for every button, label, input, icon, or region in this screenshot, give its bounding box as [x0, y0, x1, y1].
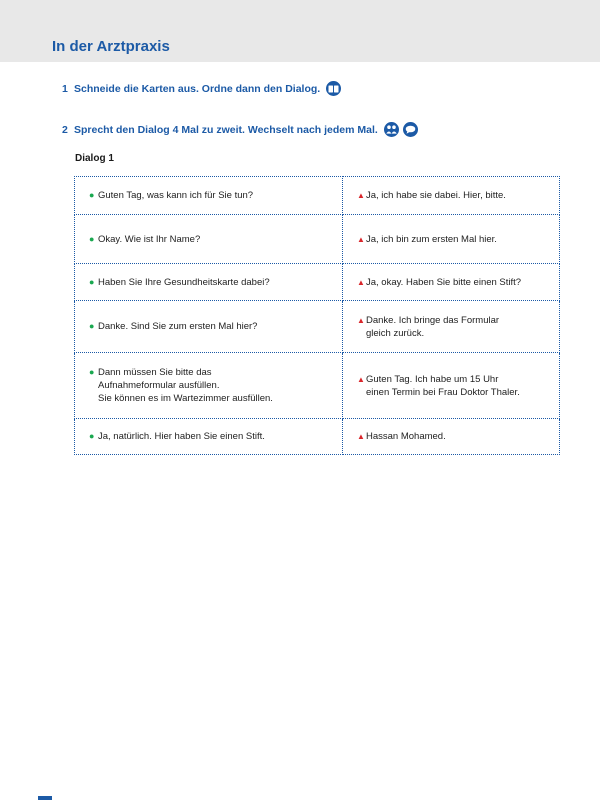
dialog-cards-table [74, 176, 560, 455]
table-row [75, 177, 560, 215]
table-row [75, 301, 560, 353]
red-triangle-icon: ▲ [357, 191, 365, 200]
card-speaker-a[interactable] [75, 353, 343, 419]
card-text: Dann müssen Sie bitte das Aufnahmeformular ausfüllen. Sie können es im Wartezimmer ausfüllen. [98, 367, 273, 404]
task-number: 1 [62, 82, 68, 95]
card-text: Ja, ich habe sie dabei. Hier, bitte. [366, 190, 506, 201]
page-title: In der Arztpraxis [52, 38, 170, 55]
cards-icon [326, 81, 341, 96]
dialog-label: Dialog 1 [75, 153, 114, 164]
card-text: Danke. Sind Sie zum ersten Mal hier? [98, 321, 258, 332]
page-number-mark [38, 796, 52, 800]
card-speaker-b[interactable] [343, 301, 560, 353]
card-text: Okay. Wie ist Ihr Name? [98, 233, 201, 245]
card-text: Ja, ich bin zum ersten Mal hier. [366, 233, 497, 245]
red-triangle-icon: ▲ [357, 234, 365, 244]
red-triangle-icon: ▲ [357, 315, 365, 325]
card-speaker-b[interactable] [343, 353, 560, 419]
task-instruction: Sprecht den Dialog 4 Mal zu zweit. Wechselt nach jedem Mal. [74, 123, 378, 136]
card-text: Guten Tag, was kann ich für Sie tun? [98, 190, 254, 201]
green-dot-icon: ● [89, 321, 95, 331]
card-speaker-a[interactable] [75, 301, 343, 353]
card-speaker-a[interactable] [75, 419, 343, 455]
pair-work-icon [384, 122, 399, 137]
green-dot-icon: ● [89, 276, 95, 287]
table-row [75, 353, 560, 419]
card-text: Guten Tag. Ich habe um 15 Uhr einen Termin bei Frau Doktor Thaler. [366, 373, 520, 398]
card-speaker-b[interactable] [343, 264, 560, 301]
card-text: Ja, okay. Haben Sie bitte einen Stift? [366, 276, 522, 288]
green-dot-icon: ● [89, 190, 95, 200]
red-triangle-icon: ▲ [357, 432, 365, 441]
card-text: Haben Sie Ihre Gesundheitskarte dabei? [98, 276, 270, 288]
green-dot-icon: ● [89, 233, 95, 244]
card-speaker-b[interactable] [343, 215, 560, 264]
card-text: Ja, natürlich. Hier haben Sie einen Stift. [98, 431, 265, 442]
task-instruction: Schneide die Karten aus. Ordne dann den Dialog. [74, 82, 321, 95]
table-row [75, 264, 560, 301]
card-speaker-b[interactable] [343, 177, 560, 215]
card-speaker-a[interactable] [75, 215, 343, 264]
card-text: Danke. Ich bringe das Formular gleich zurück. [366, 314, 500, 339]
task-1 [62, 81, 341, 96]
card-text: Hassan Mohamed. [366, 431, 446, 442]
red-triangle-icon: ▲ [357, 277, 365, 287]
card-speaker-a[interactable] [75, 177, 343, 215]
card-speaker-a[interactable] [75, 264, 343, 301]
speech-bubble-icon [403, 122, 418, 137]
task-2 [62, 122, 418, 137]
green-dot-icon: ● [89, 431, 95, 441]
table-row [75, 215, 560, 264]
card-speaker-b[interactable] [343, 419, 560, 455]
red-triangle-icon: ▲ [357, 374, 365, 384]
table-row [75, 419, 560, 455]
green-dot-icon: ● [89, 367, 95, 377]
task-number: 2 [62, 123, 68, 136]
